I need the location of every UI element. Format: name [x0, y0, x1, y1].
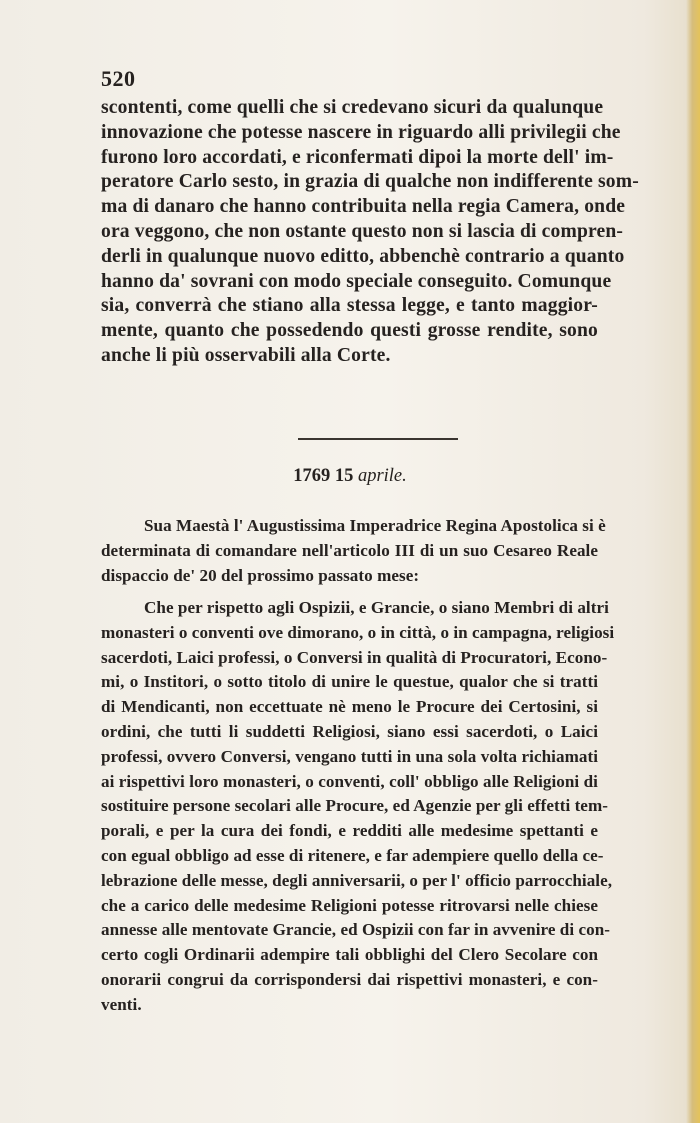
- text-line: con egual obbligo ad esse di ritenere, e far adempiere quello della ce-: [101, 845, 604, 865]
- text-line: lebrazione delle messe, degli anniversarii, o per l' officio parrocchiale,: [101, 870, 613, 890]
- text-line: Sua Maestà l' Augustissima Imperadrice Regina Apostolica si è: [144, 516, 606, 535]
- text-line: certo cogli Ordinarii adempire tali obblighi del Clero Secolare con: [101, 945, 598, 965]
- text-line: ordini, che tutti li suddetti Religiosi, siano essi sacerdoti, o Laici: [101, 721, 598, 741]
- text-line: professi, ovvero Conversi, vengano tutti in una sola volta richiamati: [101, 746, 598, 766]
- text-line: venti.: [101, 994, 142, 1014]
- text-line: ora veggono, che non ostante questo non si lascia di compren-: [101, 220, 624, 242]
- text-line: onorarii congrui da corrispondersi dai rispettivi monasteri, e con-: [101, 969, 598, 989]
- date-heading-date: 1769 15: [293, 466, 354, 486]
- page-edge: [686, 0, 700, 1123]
- text-line: determinata di comandare nell'articolo III di un suo Cesareo Reale: [101, 540, 598, 560]
- text-line: ma di danaro che hanno contribuita nella regia Camera, onde: [101, 196, 626, 218]
- text-line: sostituire persone secolari alle Procure, ed Agenzie per gli effetti tem-: [101, 796, 608, 816]
- text-line: scontenti, come quelli che si credevano sicuri da qualunque: [101, 97, 604, 118]
- text-line: ai rispettivi loro monasteri, o conventi, coll' obbligo alle Religioni di: [101, 771, 598, 791]
- paragraph-1: [101, 96, 639, 369]
- text-line: innovazione che potesse nascere in riguardo alli privilegii che: [101, 121, 621, 143]
- text-line: furono loro accordati, e riconfermati dipoi la morte dell' im-: [101, 146, 614, 168]
- paragraph-3: [101, 596, 615, 1018]
- text-line: mente, quanto che possedendo questi grosse rendite, sono: [101, 320, 598, 342]
- text-line: monasteri o conventi ove dimorano, o in città, o in campagna, religiosi: [101, 622, 615, 642]
- text-line: sacerdoti, Laici professi, o Conversi in qualità di Procuratori, Econo-: [101, 647, 608, 667]
- text-line: Che per rispetto agli Ospizii, e Grancie, o siano Membri di altri: [144, 598, 609, 617]
- text-line: annesse alle mentovate Grancie, ed Ospizii con far in avvenire di con-: [101, 920, 610, 940]
- page-number: 520: [101, 66, 136, 91]
- text-line: porali, e per la cura dei fondi, e redditi alle medesime spettanti e: [101, 821, 598, 841]
- text-line: peratore Carlo sesto, in grazia di qualche non indifferente som-: [101, 171, 639, 193]
- text-line: anche li più osservabili alla Corte.: [101, 344, 391, 366]
- text-line: mi, o Institori, o sotto titolo di unire le questue, qualor che si tratti: [101, 672, 598, 692]
- paragraph-2: [101, 514, 606, 588]
- date-heading: [0, 464, 700, 488]
- text-line: sia, converrà che stiano alla stessa legge, e tanto maggior-: [101, 295, 598, 317]
- text-line: che a carico delle medesime Religioni potesse ritrovarsi nelle chiese: [101, 895, 598, 915]
- text-line: derli in qualunque nuovo editto, abbenchè contrario a quanto: [101, 245, 625, 267]
- date-heading-month: aprile.: [357, 466, 407, 486]
- text-line: di Mendicanti, non eccettuate nè meno le Procure dei Certosini, si: [101, 697, 598, 717]
- text-line: dispaccio de' 20 del prossimo passato mese:: [101, 565, 420, 585]
- section-divider: [298, 438, 458, 440]
- text-line: hanno da' sovrani con modo speciale conseguito. Comunque: [101, 270, 612, 292]
